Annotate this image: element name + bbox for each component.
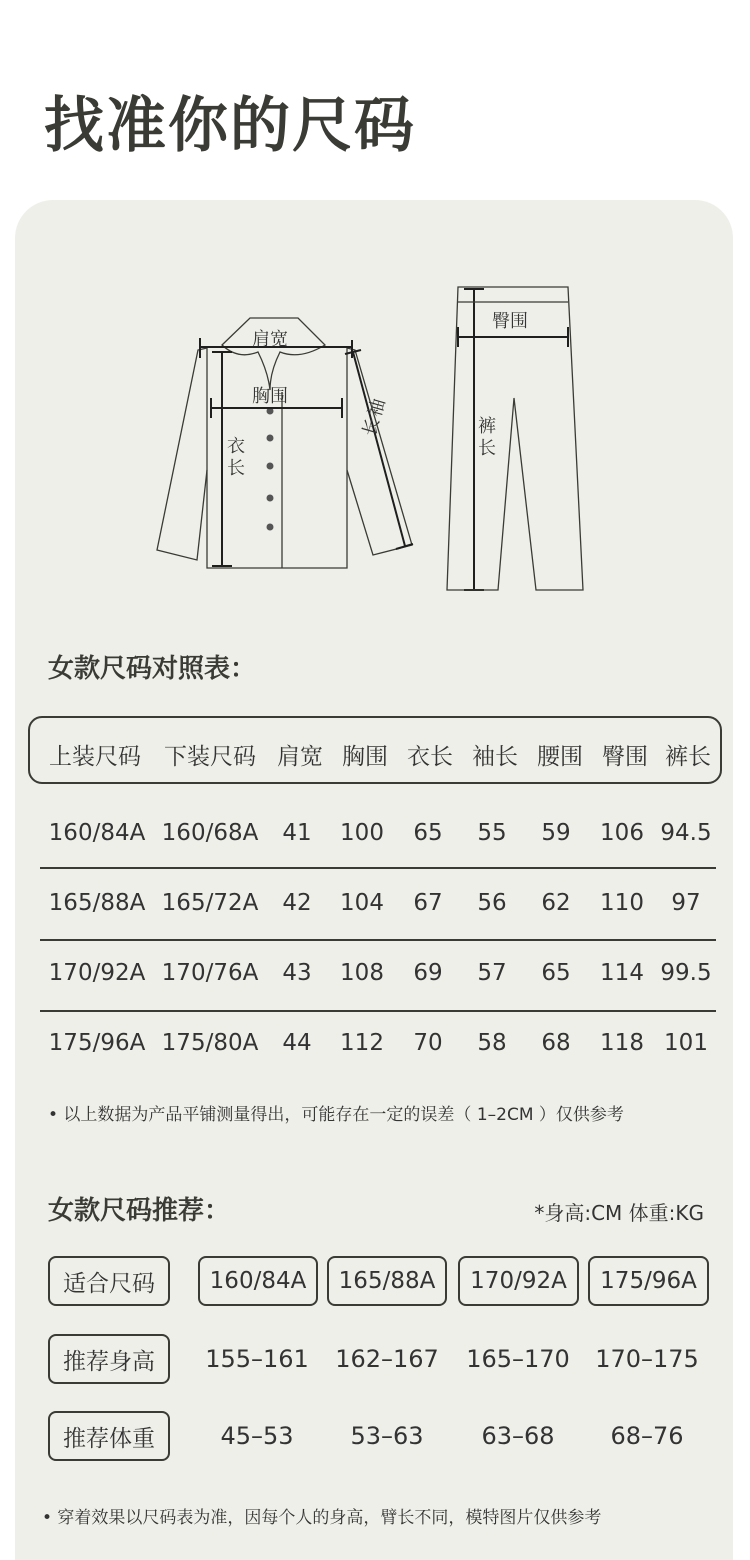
size-option-text: 160/84A	[209, 1268, 307, 1294]
cell-waist: 59	[541, 820, 571, 846]
page-title: 找准你的尺码	[44, 91, 416, 161]
label-pants-2: 长	[478, 438, 496, 459]
cell-shoulder: 43	[282, 960, 312, 986]
label-hip: 臀围	[492, 311, 528, 332]
size-option[interactable]	[198, 1256, 318, 1306]
cell-pants: 99.5	[660, 960, 712, 986]
recommend-title: 女款尺码推荐：	[48, 1196, 231, 1226]
cell-waist: 62	[541, 890, 571, 916]
height-value: 165–170	[466, 1345, 570, 1373]
cell-bottom-size: 175/80A	[161, 1030, 259, 1056]
cell-shoulder: 42	[282, 890, 312, 916]
row-divider	[40, 867, 716, 869]
cell-top-size: 160/84A	[48, 820, 146, 846]
height-value: 170–175	[595, 1345, 699, 1373]
button-dots	[267, 408, 274, 531]
cell-sleeve: 58	[477, 1030, 507, 1056]
cell-top-size: 175/96A	[48, 1030, 146, 1056]
height-value: 162–167	[335, 1345, 439, 1373]
height-value: 155–161	[205, 1345, 309, 1373]
units-note: *身高:CM 体重:KG	[534, 1201, 704, 1225]
label-fit-size	[48, 1256, 170, 1306]
header-waist: 腰围	[537, 744, 583, 770]
cell-waist: 65	[541, 960, 571, 986]
header-chest: 胸围	[342, 744, 388, 770]
header-bottom-size: 下装尺码	[164, 744, 256, 770]
label-fit-size-text: 适合尺码	[63, 1270, 155, 1297]
cell-bottom-size: 165/72A	[161, 890, 259, 916]
cell-waist: 68	[541, 1030, 571, 1056]
cell-top-size: 170/92A	[48, 960, 146, 986]
cell-length: 69	[413, 960, 443, 986]
label-recommended-weight-text: 推荐体重	[63, 1425, 155, 1452]
size-option-text: 170/92A	[470, 1268, 567, 1294]
size-option-text: 175/96A	[600, 1268, 697, 1294]
weight-value: 45–53	[220, 1422, 294, 1450]
label-length-2: 长	[227, 458, 245, 479]
cell-chest: 104	[340, 890, 384, 916]
label-recommended-weight	[48, 1411, 170, 1461]
size-chart-note: • 以上数据为产品平铺测量得出，可能存在一定的误差（ 1–2CM ）仅供参考	[48, 1105, 624, 1125]
cell-sleeve: 57	[477, 960, 507, 986]
cell-length: 70	[413, 1030, 443, 1056]
cell-length: 65	[413, 820, 443, 846]
cell-chest: 112	[340, 1030, 384, 1056]
label-recommended-height	[48, 1334, 170, 1384]
cell-bottom-size: 170/76A	[161, 960, 259, 986]
row-divider	[40, 1010, 716, 1012]
header-sleeve: 袖长	[472, 744, 518, 770]
label-sleeve-2: 长	[359, 415, 385, 439]
cell-shoulder: 41	[282, 820, 312, 846]
header-pants: 裤长	[665, 744, 711, 770]
cell-hip: 118	[600, 1030, 644, 1056]
row-divider	[40, 939, 716, 941]
size-option[interactable]	[327, 1256, 447, 1306]
weight-value: 53–63	[350, 1422, 424, 1450]
label-shoulder: 肩宽	[252, 329, 288, 350]
pajama-top-outline	[157, 318, 412, 568]
label-pants-1: 裤	[478, 416, 496, 437]
label-chest: 胸围	[252, 386, 288, 407]
size-option[interactable]	[588, 1256, 709, 1306]
header-hip: 臀围	[602, 744, 648, 770]
label-recommended-height-text: 推荐身高	[63, 1348, 155, 1375]
label-length-1: 衣	[227, 436, 245, 457]
cell-sleeve: 55	[477, 820, 507, 846]
size-option[interactable]	[458, 1256, 579, 1306]
pajama-pants-outline	[447, 287, 583, 590]
cell-length: 67	[413, 890, 443, 916]
weight-value: 68–76	[610, 1422, 684, 1450]
cell-hip: 114	[600, 960, 644, 986]
cell-sleeve: 56	[477, 890, 507, 916]
header-top-size: 上装尺码	[49, 744, 141, 770]
size-option-text: 165/88A	[338, 1268, 436, 1294]
cell-shoulder: 44	[282, 1030, 312, 1056]
header-length: 衣长	[407, 744, 453, 770]
cell-hip: 106	[600, 820, 644, 846]
cell-pants: 97	[671, 890, 701, 916]
cell-pants: 101	[664, 1030, 708, 1056]
cell-pants: 94.5	[660, 820, 712, 846]
label-sleeve-1: 袖	[364, 396, 390, 420]
cell-bottom-size: 160/68A	[161, 820, 259, 846]
cell-hip: 110	[600, 890, 644, 916]
recommend-note: • 穿着效果以尺码表为准，因每个人的身高，臂长不同，模特图片仅供参考	[42, 1508, 602, 1528]
cell-top-size: 165/88A	[48, 890, 146, 916]
size-chart-title: 女款尺码对照表：	[48, 654, 257, 684]
cell-chest: 108	[340, 960, 384, 986]
cell-chest: 100	[340, 820, 384, 846]
weight-value: 63–68	[481, 1422, 555, 1450]
header-shoulder: 肩宽	[277, 744, 323, 770]
garment-diagram	[0, 0, 750, 620]
